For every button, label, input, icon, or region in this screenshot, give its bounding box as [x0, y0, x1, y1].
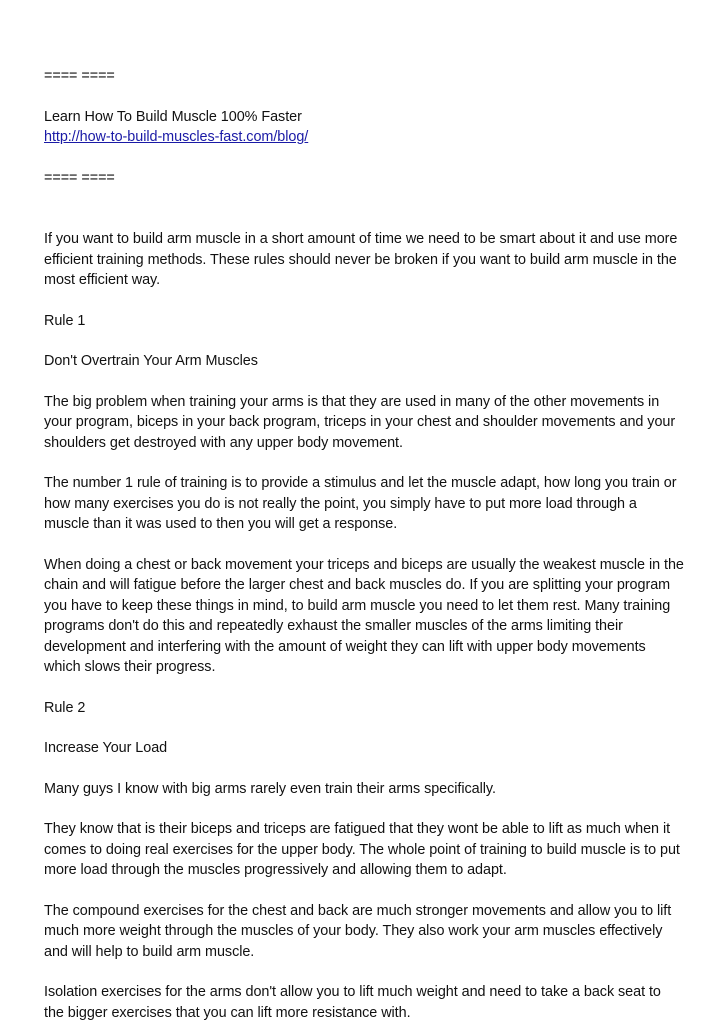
separator-top: ==== ====	[44, 68, 115, 84]
rule2-paragraph-2: They know that is their biceps and triceps are fatigued that they wont be able to lift as much when it comes to doing real exercises for the upper body. The whole point of training to build muscle is to put more load through the muscles progressively and allowing them to adapt.	[44, 821, 680, 878]
promo-title: Learn How To Build Muscle 100% Faster	[44, 108, 302, 125]
rule2-paragraph-3: The compound exercises for the chest and back are much stronger movements and allow you to lift much more weight through the muscles of your body. They also work your arm muscles effectively and will help to build arm muscle.	[44, 902, 672, 960]
rule1-label: Rule 1	[44, 312, 86, 329]
rule1-paragraph-1: The big problem when training your arms is that they are used in many of the other movements in your program, biceps in your back program, triceps in your chest and shoulder movements and your shoulders get destroyed with any upper body movement.	[44, 393, 676, 451]
document-page	[44, 66, 684, 1023]
promo-link[interactable]: http://how-to-build-muscles-fast.com/blog/	[44, 129, 309, 145]
rule2-paragraph-4: Isolation exercises for the arms don't allow you to lift much weight and need to take a back seat to the bigger exercises that you can lift more resistance with.	[44, 984, 661, 1021]
rule2-label: Rule 2	[44, 699, 86, 716]
rule1-paragraph-3: When doing a chest or back movement your triceps and biceps are usually the weakest muscle in the chain and will fatigue before the larger chest and back muscles do. If you are splitting your program you have to keep these things in mind, to build arm muscle you need to let them rest. Many training programs don't do this and repeatedly exhaust the smaller muscles of the arms limiting their development and interfering with the amount of weight they can lift with upper body movements which slows their progress.	[44, 556, 684, 675]
rule2-heading: Increase Your Load	[44, 740, 168, 756]
rule2-paragraph-1: Many guys I know with big arms rarely even train their arms specifically.	[44, 780, 496, 797]
separator-bottom: ==== ====	[44, 169, 115, 186]
intro-paragraph: If you want to build arm muscle in a short amount of time we need to be smart about it and use more efficient training methods. These rules should never be broken if you want to build arm muscle in the most efficient way.	[44, 231, 678, 288]
rule1-heading: Don't Overtrain Your Arm Muscles	[44, 353, 258, 369]
rule1-paragraph-2: The number 1 rule of training is to provide a stimulus and let the muscle adapt, how long you train or how many exercises you do is not really the point, you simply have to put more load through a muscle than it was used to then you will get a response.	[44, 475, 677, 532]
